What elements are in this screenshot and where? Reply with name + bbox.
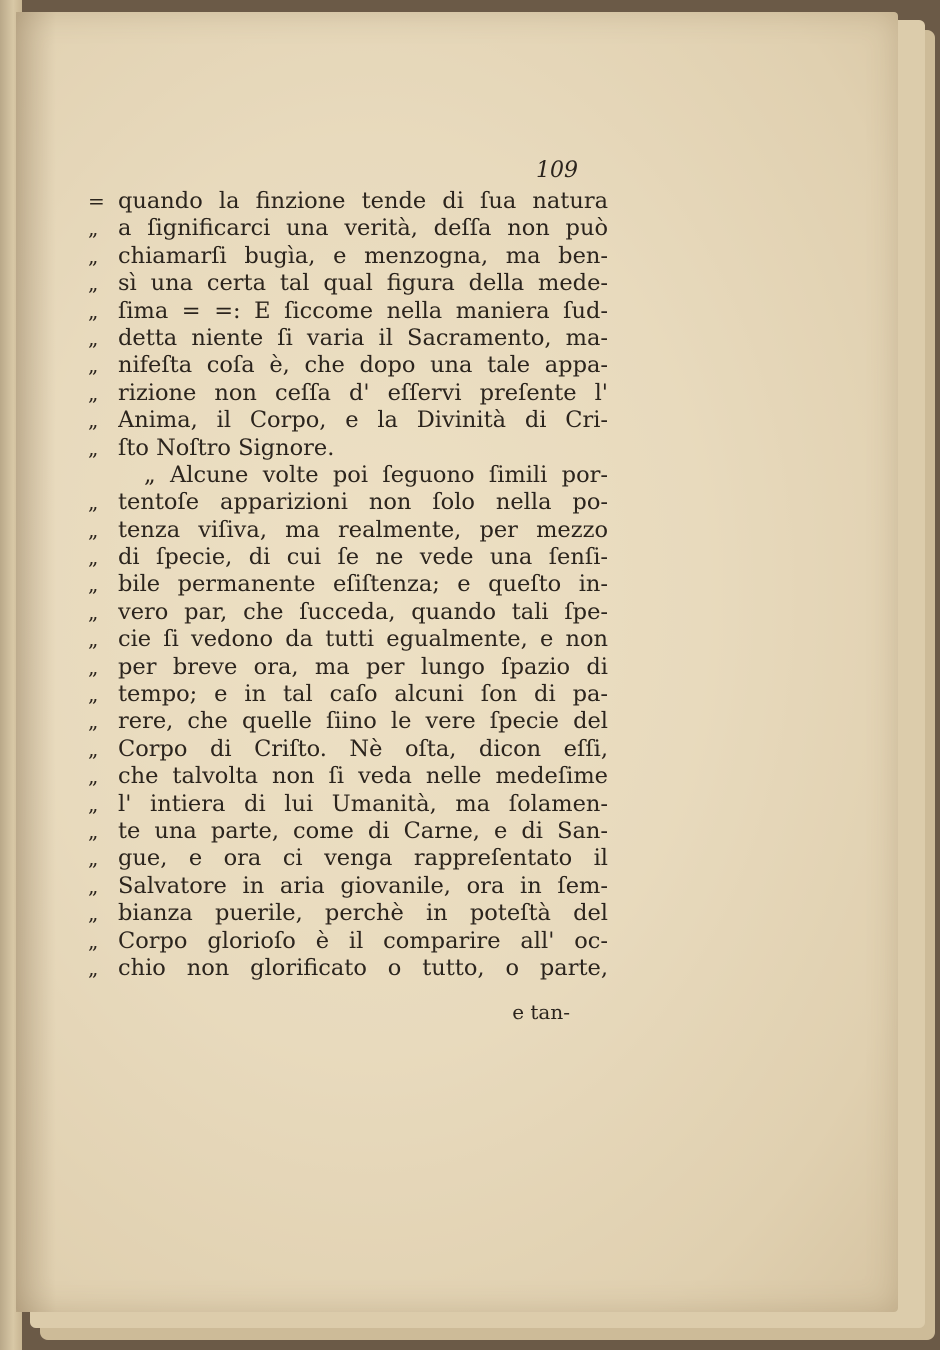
line-text: te una parte, come di Carne, e di San- (118, 817, 608, 844)
text-line (88, 763, 608, 790)
quotation-mark: „ (88, 627, 98, 652)
quotation-mark: „ (88, 490, 98, 515)
quotation-mark: „ (88, 298, 98, 323)
text-line (88, 955, 608, 982)
quotation-mark: „ (88, 216, 98, 241)
quotation-mark: „ (88, 599, 98, 624)
page-number: 109 (536, 158, 578, 183)
text-line (88, 544, 608, 571)
quotation-mark: „ (88, 572, 98, 597)
quotation-mark: „ (88, 928, 98, 953)
line-text: „ Alcune volte poi ſeguono ſimili por- (144, 461, 608, 488)
text-line (88, 517, 608, 544)
text-line (88, 654, 608, 681)
line-text: gue, e ora ci venga rappreſentato il (118, 845, 608, 872)
line-text: rizione non ceſſa d' eſſervi preſente l' (118, 379, 608, 406)
quotation-mark: „ (88, 873, 98, 898)
line-text: di ſpecie, di cui ſe ne vede una ſenſi- (118, 544, 608, 571)
text-line (88, 407, 608, 434)
line-text: chiamarſi bugìa, e menzogna, ma ben- (118, 242, 608, 269)
line-text: ſima = =: E ſiccome nella maniera ſud- (118, 297, 608, 324)
quotation-mark: „ (88, 325, 98, 350)
line-text: vero par, che ſucceda, quando tali ſpe- (118, 598, 608, 625)
line-text: tenza viſiva, ma realmente, per mezzo (118, 516, 608, 543)
line-text: quando la finzione tende di ſua natura (118, 188, 608, 214)
line-text: Corpo di Criſto. Nè oſta, dicon eſſi, (118, 735, 608, 762)
catchword: e tan- (512, 1000, 570, 1024)
line-text: chio non glorificato o tutto, o parte, (118, 954, 608, 981)
text-line (88, 462, 608, 489)
line-text: Corpo glorioſo è il comparire all' oc- (118, 927, 608, 954)
text-line (88, 298, 608, 325)
text-line (88, 489, 608, 516)
text-line (88, 873, 608, 900)
line-text: tentoſe apparizioni non ſolo nella po- (118, 489, 608, 516)
gutter-shadow (16, 12, 56, 1312)
text-line (88, 626, 608, 653)
text-line (88, 599, 608, 626)
quotation-mark: „ (88, 353, 98, 378)
quotation-mark: „ (88, 380, 98, 405)
text-line (88, 243, 608, 270)
line-text: sì una certa tal qual figura della mede- (118, 270, 608, 297)
line-text: per breve ora, ma per lungo ſpazio di (118, 653, 608, 680)
line-text: che talvolta non ſi veda nelle medeſime (118, 763, 608, 790)
text-line (88, 928, 608, 955)
quotation-mark: „ (88, 709, 98, 734)
quotation-mark: „ (88, 901, 98, 926)
line-text: rere, che quelle ſiino le vere ſpecie del (118, 708, 608, 735)
text-line (88, 900, 608, 927)
line-text: bianza puerile, perchè in poteſtà del (118, 900, 608, 927)
quotation-mark: „ (88, 517, 98, 542)
line-text: tempo; e in tal caſo alcuni ſon di pa- (118, 681, 608, 708)
quotation-mark: „ (88, 846, 98, 871)
text-line (88, 435, 608, 462)
text-line (88, 681, 608, 708)
text-line (88, 845, 608, 872)
line-text: a ſignificarci una verità, deſſa non può (118, 215, 608, 242)
text-line (88, 270, 608, 297)
text-line (88, 352, 608, 379)
quotation-mark: „ (88, 545, 98, 570)
quotation-mark: „ (88, 243, 98, 268)
quotation-mark: „ (88, 408, 98, 433)
text-line (88, 818, 608, 845)
text-line (88, 215, 608, 242)
quotation-mark: „ (88, 818, 98, 843)
quotation-mark: „ (88, 955, 98, 980)
text-line (88, 325, 608, 352)
quotation-mark: „ (88, 271, 98, 296)
line-text: nifeſta coſa è, che dopo una tale appa- (118, 352, 608, 379)
line-text: ſto Noſtro Signore. (118, 434, 335, 461)
quotation-mark: „ (88, 435, 98, 460)
quotation-mark (88, 462, 118, 489)
quotation-mark: „ (88, 682, 98, 707)
text-line (88, 708, 608, 735)
quotation-mark: „ (88, 791, 98, 816)
line-text: Salvatore in aria giovanile, ora in ſem- (118, 872, 608, 899)
quotation-mark: „ (88, 736, 98, 761)
line-text: bile permanente eſiſtenza; e queſto in- (118, 571, 608, 598)
text-lines (88, 188, 608, 982)
text-line (88, 736, 608, 763)
line-text: detta niente ſi varia il Sacramento, ma- (118, 324, 608, 351)
quotation-mark: „ (88, 764, 98, 789)
quotation-mark: = (88, 189, 104, 213)
text-line (88, 571, 608, 598)
line-text: Anima, il Corpo, e la Divinità di Cri- (118, 407, 608, 434)
quotation-mark: „ (88, 654, 98, 679)
line-text: l' intiera di lui Umanità, ma ſolamen- (118, 790, 608, 817)
text-line (88, 791, 608, 818)
text-line (88, 380, 608, 407)
text-line (88, 188, 608, 215)
line-text: cie ſi vedono da tutti egualmente, e non (118, 626, 608, 653)
